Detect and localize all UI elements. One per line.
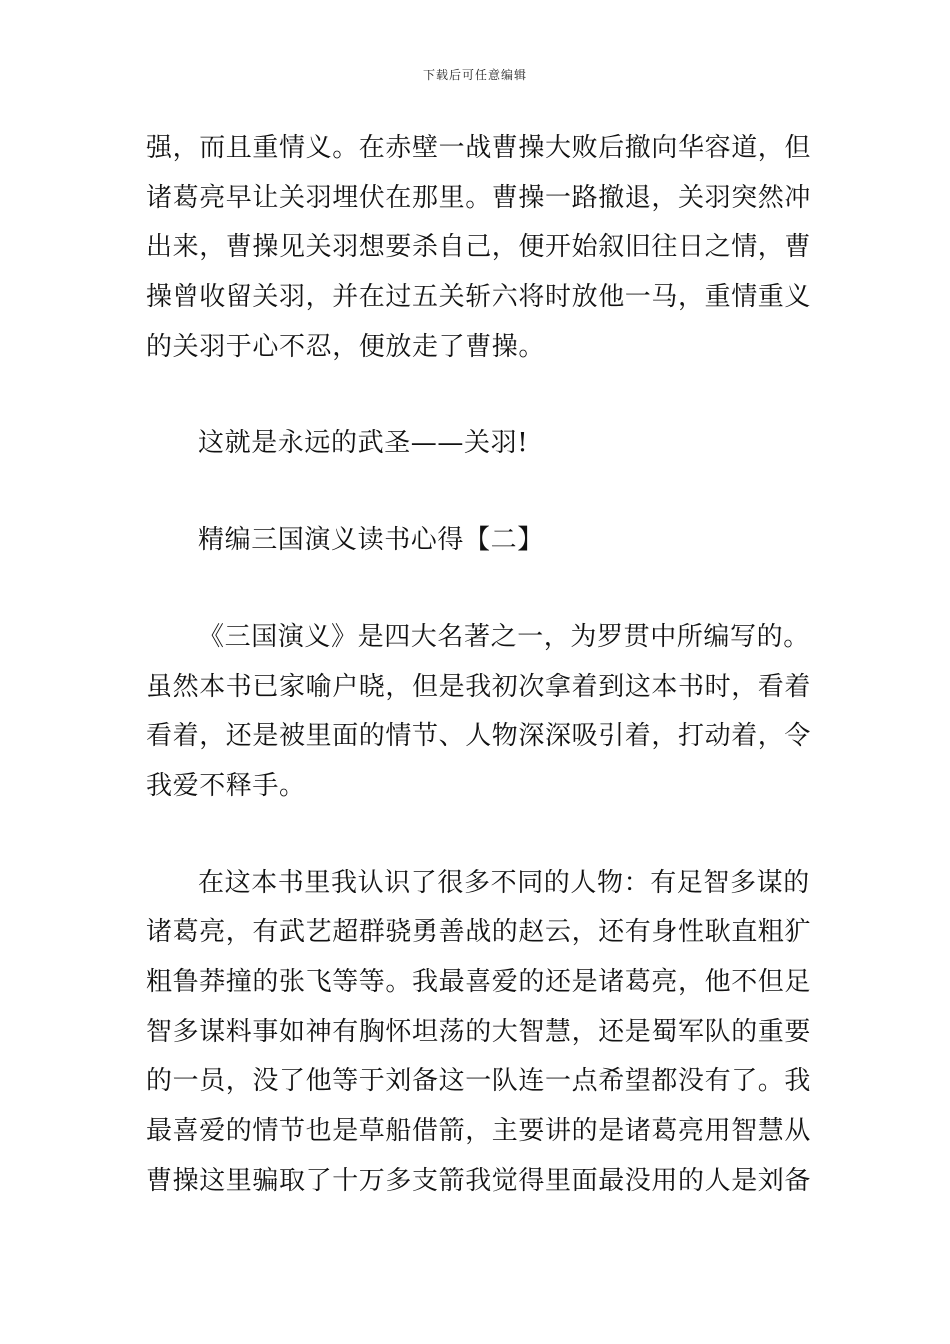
paragraph-3: [146, 613, 811, 812]
text-line: 的关羽于心不忍，便放走了曹操。: [146, 331, 546, 362]
section-title-text: 精编三国演义读书心得【二】: [198, 525, 544, 556]
text-line: 诸葛亮，有武艺超群骁勇善战的赵云，还有身性耿直粗犷: [146, 917, 812, 948]
text-line: 最喜爱的情节也是草船借箭，主要讲的是诸葛亮用智慧从: [146, 1116, 812, 1146]
paragraph-2: [146, 419, 811, 469]
document-body: [146, 124, 811, 1206]
paragraph-4: [146, 859, 811, 1207]
text-line: 出来，曹操见关羽想要杀自己，便开始叙旧往日之情，曹: [146, 232, 812, 263]
text-line: 在这本书里我认识了很多不同的人物：有足智多谋的: [198, 867, 810, 898]
paragraph-1: [146, 124, 811, 372]
paragraph-gap: [146, 566, 811, 613]
text-line: 粗鲁莽撞的张飞等等。我最喜爱的还是诸葛亮，他不但足: [146, 966, 812, 997]
text-line: 强，而且重情义。在赤壁一战曹操大败后撤向华容道，但: [146, 133, 812, 163]
paragraph-gap: [146, 812, 811, 859]
header-note: 下载后可任意编辑: [422, 68, 527, 82]
section-title: [146, 516, 811, 566]
paragraph-gap: [146, 469, 811, 516]
paragraph-gap: [146, 372, 811, 419]
text-line: 的一员，没了他等于刘备这一队连一点希望都没有了。我: [146, 1066, 812, 1097]
text-line: 我爱不释手。: [146, 770, 306, 801]
text-line: 智多谋料事如神有胸怀坦荡的大智慧，还是蜀军队的重要: [146, 1016, 812, 1047]
text-line: 操曾收留关羽，并在过五关斩六将时放他一马，重情重义: [146, 282, 812, 313]
text-line: 这就是永远的武圣——关羽!: [198, 428, 529, 459]
text-line: 虽然本书已家喻户晓，但是我初次拿着到这本书时，看着: [146, 671, 812, 702]
text-line: 看着，还是被里面的情节、人物深深吸引着，打动着，令: [146, 721, 812, 752]
text-line: 曹操这里骗取了十万多支箭我觉得里面最没用的人是刘备: [146, 1165, 812, 1196]
text-line: 诸葛亮早让关羽埋伏在那里。曹操一路撤退，关羽突然冲: [146, 182, 812, 213]
text-line: 《三国演义》是四大名著之一，为罗贯中所编写的。: [198, 621, 810, 652]
